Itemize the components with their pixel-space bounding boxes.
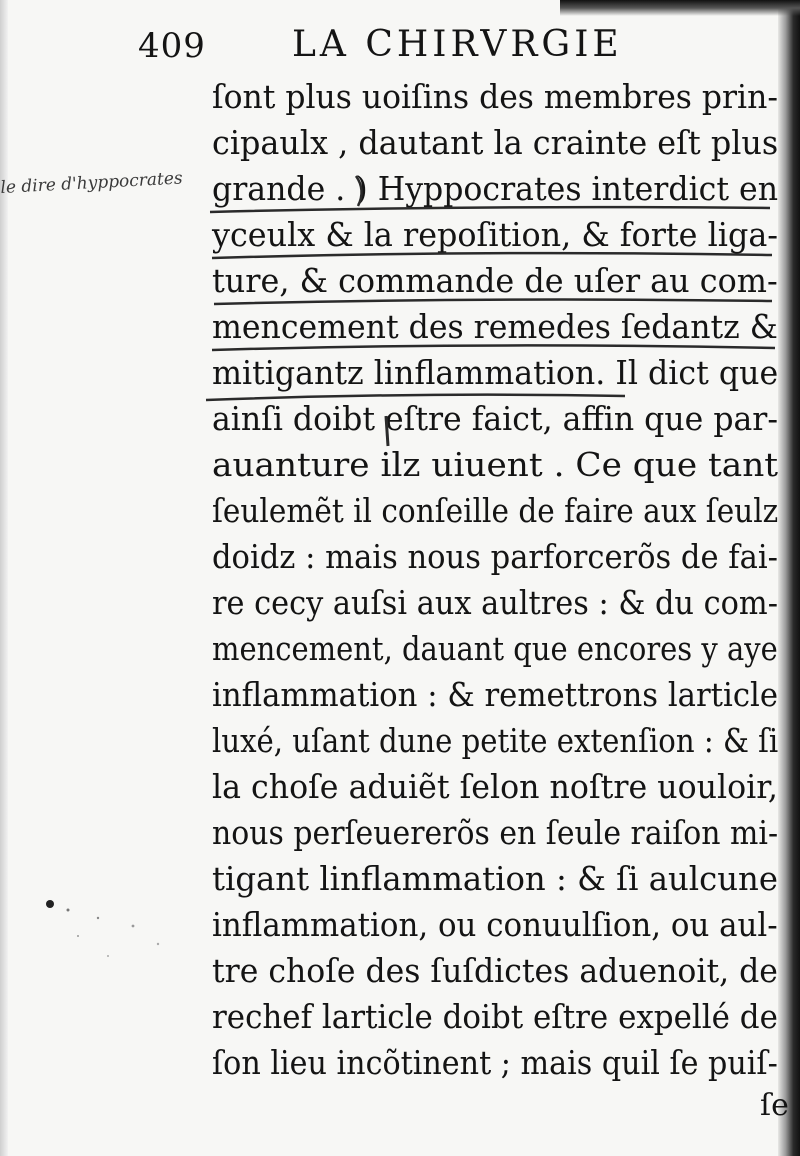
text-line-content: cipaulx , dautant la crainte eſt plus (212, 123, 779, 162)
handwritten-marginal-note: le dire d'hyppocrates (0, 168, 184, 198)
catchword: ſe (760, 1088, 789, 1123)
text-line (212, 74, 784, 120)
page-number: 409 (138, 26, 206, 66)
text-line (212, 350, 784, 396)
text-line (212, 902, 784, 948)
text-line-content: rechef larticle doibt eſtre expellé de (212, 997, 778, 1036)
text-line (212, 1040, 784, 1086)
text-line-content: tigant linflammation : & ſi aulcune (212, 859, 778, 898)
text-line-content: ainſi doibt eſtre faict, affin que par- (212, 399, 779, 438)
text-line (212, 856, 784, 902)
text-line-content: tre choſe des ſuſdictes aduenoit, de (212, 951, 778, 990)
text-line (212, 626, 784, 672)
scan-edge-left (0, 0, 8, 1156)
text-line (212, 120, 784, 166)
text-line-content: nous perſeuererõs en ſeule raiſon mi- (212, 813, 779, 852)
text-line (212, 718, 784, 764)
text-line-content: re cecy auſsi aux aultres : & du com- (212, 583, 778, 622)
body-text (212, 74, 784, 1086)
text-line-content: ſont plus uoiſins des membres prin- (212, 77, 778, 116)
scan-edge-top (560, 0, 800, 16)
text-line-content: grande . ) Hyppocrates interdict en (212, 169, 779, 208)
text-line (212, 580, 784, 626)
text-line (212, 672, 784, 718)
text-line-content: mencement, dauant que encores y aye (212, 629, 778, 668)
text-line (212, 810, 784, 856)
text-line (212, 534, 784, 580)
text-line (212, 442, 784, 488)
text-line (212, 948, 784, 994)
text-line-content: mencement des remedes ſedantz & (212, 307, 778, 346)
text-line-content: ſeulemẽt il conſeille de faire aux ſeulz (212, 491, 779, 530)
text-line-content: luxé, uſant dune petite extenſion : & ſi (212, 721, 779, 760)
text-line-content: la choſe aduiẽt ſelon noſtre uouloir, (212, 767, 778, 806)
text-line (212, 212, 784, 258)
text-line-content: ſon lieu incõtinent ; mais quil ſe puiſ- (212, 1043, 778, 1082)
text-line (212, 166, 784, 212)
text-line (212, 764, 784, 810)
text-line (212, 994, 784, 1040)
text-line-content: inflammation, ou conuulſion, ou aul- (212, 905, 778, 944)
text-line-content: inflammation : & remettrons larticle (212, 675, 779, 714)
text-line-content: doidz : mais nous parforcerõs de fai- (212, 537, 778, 576)
text-line (212, 396, 784, 442)
text-line-content: auanture ilz uiuent . Ce que tant (212, 445, 779, 484)
text-line (212, 488, 784, 534)
text-line-content: yceulx & la repoſition, & forte liga- (212, 215, 779, 254)
text-line (212, 258, 784, 304)
running-head: LA CHIRVRGIE (292, 24, 623, 65)
text-line-content: ture, & commande de uſer au com- (212, 261, 778, 300)
text-line-content: mitigantz linflammation. Il dict que (212, 353, 779, 392)
text-line (212, 304, 784, 350)
ink-smudge (38, 896, 188, 986)
